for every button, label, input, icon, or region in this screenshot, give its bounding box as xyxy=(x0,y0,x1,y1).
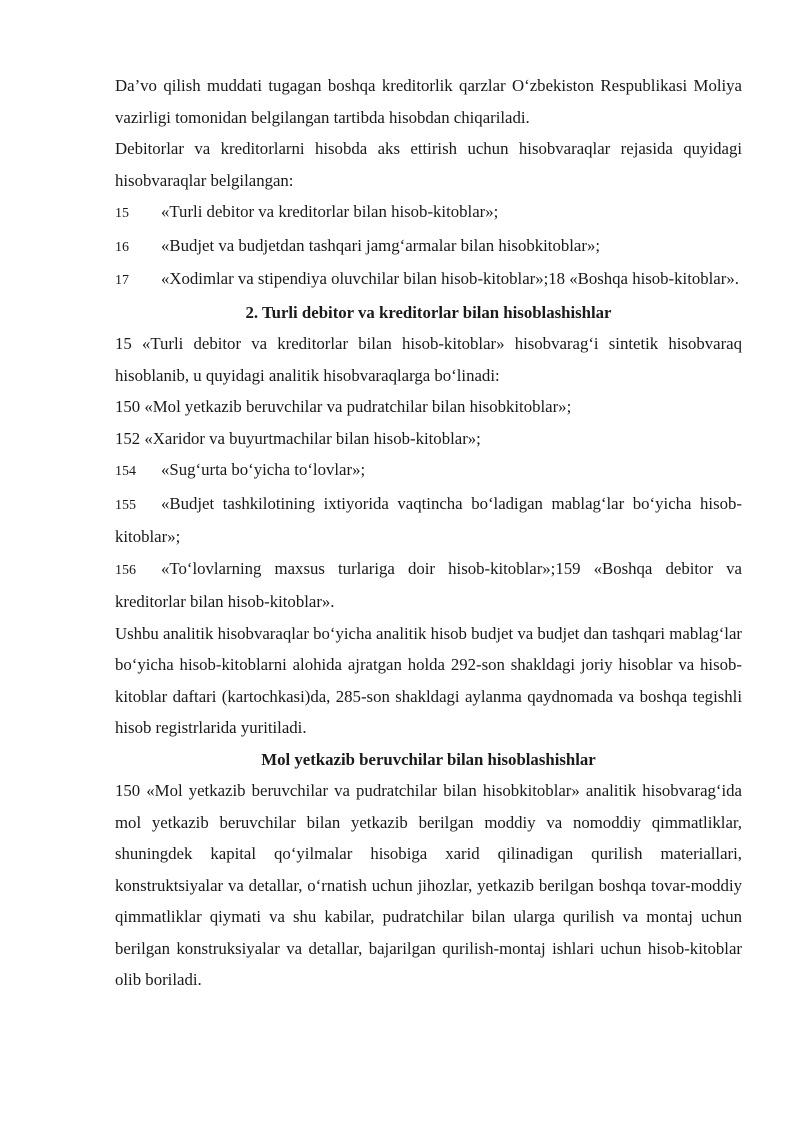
heading-text: Mol yetkazib beruvchilar bilan hisoblashishlar xyxy=(261,749,596,769)
paragraph xyxy=(115,618,742,744)
item-number: 155 xyxy=(115,497,136,513)
item-number: 17 xyxy=(115,273,129,288)
item-text: «To‘lovlarning maxsus turlariga doir hisob-kitoblar»;159 «Boshqa debitor va kreditorlar bilan hisob-kitoblar». xyxy=(115,558,742,611)
paragraph-text: 150 «Mol yetkazib beruvchilar va pudratchilar bilan hisobkitoblar» analitik hisobvarag‘ida mol yetkazib beruvchilar bilan yetkazib berilgan moddiy va nomoddiy qimmatliklar, shuningdek kapital qo‘yilmalar hisobiga xarid qilinadigan qurilish materiallari, konstruktsiyalar va detallar, o‘rnatish uchun jihozlar, yetkazib berilgan boshqa tovar-moddiy qimmatliklar qiymati va shu kabilar, pudratchilar bilan ularga qurilish va montaj uchun berilgan konstruksiyalar va detallar, bajarilgan qurilish-montaj ishlari uchun hisob-kitoblar olib boriladi. xyxy=(115,781,742,989)
list-item xyxy=(115,263,742,297)
list-item xyxy=(115,488,742,553)
list-item xyxy=(115,196,742,230)
list-item xyxy=(115,454,742,488)
section-heading xyxy=(115,744,742,776)
item-text: «Xodimlar va stipendiya oluvchilar bilan hisob-kitoblar»;18 «Boshqa hisob-kitoblar». xyxy=(161,269,739,288)
heading-text: 2. Turli debitor va kreditorlar bilan hisoblashishlar xyxy=(245,302,612,322)
paragraph xyxy=(115,328,742,391)
item-text: «Turli debitor va kreditorlar bilan hisob-kitoblar»; xyxy=(161,202,499,221)
paragraph-text: Da’vo qilish muddati tugagan boshqa kreditorlik qarzlar O‘zbekiston Respublikasi Moliya vazirligi tomonidan belgilangan tartibda hisobdan chiqariladi. xyxy=(115,76,742,127)
paragraph-text: 152 «Xaridor va buyurtmachilar bilan hisob-kitoblar»; xyxy=(115,428,481,448)
paragraph xyxy=(115,133,742,196)
document-page xyxy=(115,70,742,996)
item-text: «Budjet tashkilotining ixtiyorida vaqtincha bo‘ladigan mablag‘lar bo‘yicha hisob-kitoblar»; xyxy=(115,493,742,546)
item-number: 16 xyxy=(115,239,129,255)
list-item xyxy=(115,230,742,264)
section-heading xyxy=(115,297,742,329)
item-number: 15 xyxy=(115,206,129,221)
paragraph-text: Ushbu analitik hisobvaraqlar bo‘yicha analitik hisob budjet va budjet dan tashqari mablag‘lar bo‘yicha hisob-kitoblarni alohida ajratgan holda 292-son shakldagi joriy hisoblar va hisob-kitoblar daftari (kartochkasi)da, 285-son shakldagi aylanma qaydnomada va boshqa tegishli hisob registrlarida yuritiladi. xyxy=(115,623,742,737)
paragraph xyxy=(115,391,742,423)
paragraph xyxy=(115,70,742,133)
item-number: 156 xyxy=(115,562,136,578)
item-number: 154 xyxy=(115,464,136,479)
paragraph-text: 15 «Turli debitor va kreditorlar bilan hisob-kitoblar» hisobvarag‘i sintetik hisobvaraq hisoblanib, u quyidagi analitik hisobvaraqlarga bo‘linadi: xyxy=(115,334,742,385)
paragraph-text: Debitorlar va kreditorlarni hisobda aks ettirish uchun hisobvaraqlar rejasida quyidagi hisobvaraqlar belgilangan: xyxy=(115,139,742,190)
paragraph xyxy=(115,775,742,996)
item-text: «Sug‘urta bo‘yicha to‘lovlar»; xyxy=(161,460,366,479)
item-text: «Budjet va budjetdan tashqari jamg‘armalar bilan hisobkitoblar»; xyxy=(161,235,600,255)
paragraph-text: 150 «Mol yetkazib beruvchilar va pudratchilar bilan hisobkitoblar»; xyxy=(115,397,572,416)
paragraph xyxy=(115,423,742,455)
list-item xyxy=(115,553,742,618)
